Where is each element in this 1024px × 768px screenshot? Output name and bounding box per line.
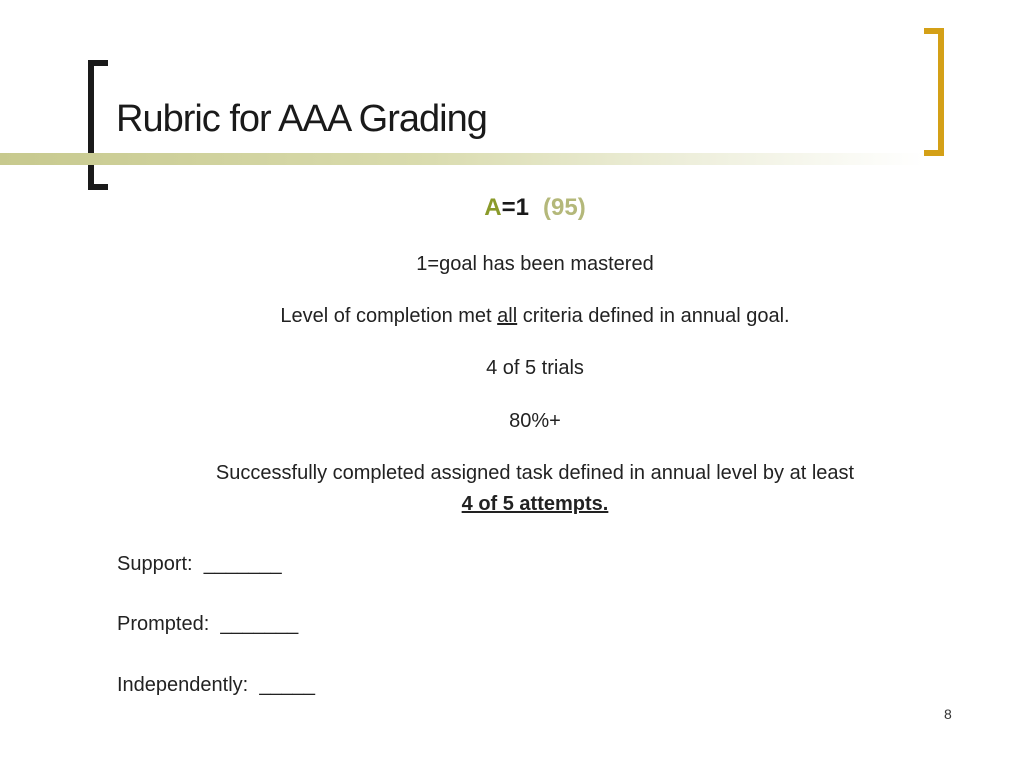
successfully-line: Successfully completed assigned task defined in annual level by at least <box>215 462 855 484</box>
completion-underlined-word: all <box>497 305 518 327</box>
independently-field: Independently: _____ <box>117 674 315 696</box>
support-field: Support: _______ <box>117 553 282 575</box>
page-number: 8 <box>944 706 952 722</box>
percent-line: 80%+ <box>509 410 561 432</box>
prompted-field: Prompted: _______ <box>117 613 299 635</box>
mastered-line: 1=goal has been mastered <box>416 253 654 275</box>
completion-text-before: Level of completion met <box>280 305 498 327</box>
trials-line: 4 of 5 trials <box>486 357 584 379</box>
right-bracket-decoration <box>924 28 944 156</box>
slide-title: Rubric for AAA Grading <box>116 98 487 140</box>
completion-line <box>0 305 1024 328</box>
grade-line <box>0 194 1024 222</box>
grade-letter: A <box>484 194 502 221</box>
grade-score: (95) <box>543 194 586 221</box>
left-bracket-decoration <box>88 60 108 190</box>
title-underline-bar <box>0 153 924 165</box>
attempts-line: 4 of 5 attempts. <box>461 493 609 515</box>
grade-equals: =1 <box>501 194 530 221</box>
completion-text-after: criteria defined in annual goal. <box>517 305 790 327</box>
